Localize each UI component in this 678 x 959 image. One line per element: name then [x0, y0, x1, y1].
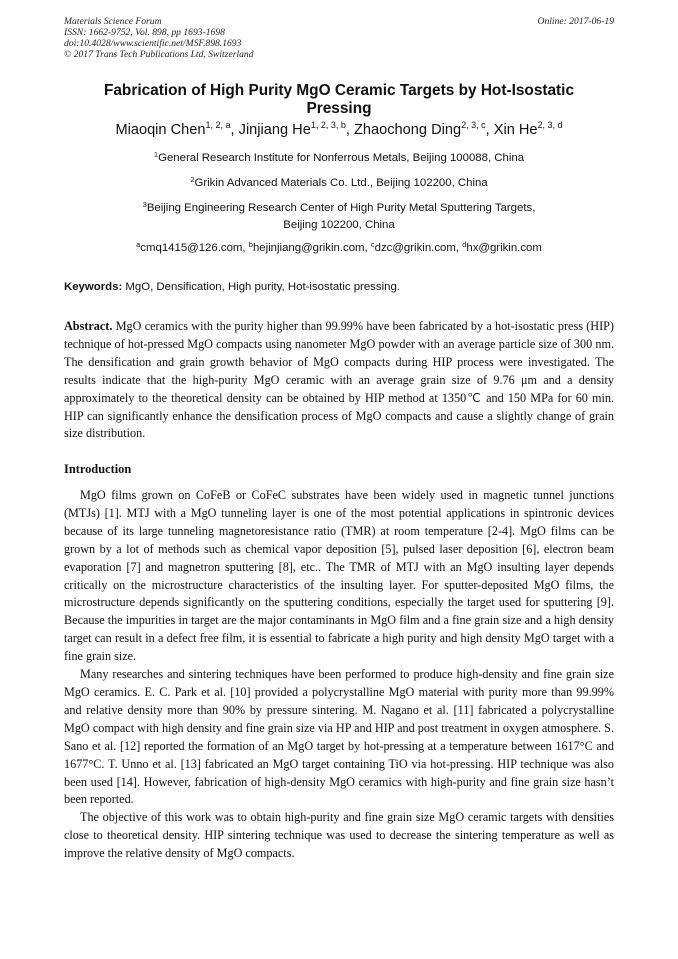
- author: Zhaochong Ding$^{2, 3, c}$,: [353, 120, 494, 138]
- affiliation-2: $^2$Grikin Advanced Materials Co. Ltd., Beijing 102200, China: [190, 175, 488, 189]
- paragraph: Many researches and sintering techniques have been performed to produce high-density and fine grain size MgO ceramics. E. C. Park et al. [10] provided a polycrystalline MgO material with purity more than 99.99% and relative density more than 90% by pressure sintering. M. Nagano et al. [11] fabricated a polycrystalline MgO compact with high density and fine grain size via HP and HIP and post treatment in oxygen atmosphere. S. Sano et al. [12] reported the formation of an MgO target by hot-pressing at a temperature between 1617°C and 1677°C. T. Unno et al. [13] fabricated an MgO target containing TiO via hot-pressing. HIP technique was also been used [14]. However, fabrication of high-density MgO ceramics with high-purity and fine grain size hasn’t been reported.: [64, 667, 614, 807]
- online-date: Online: 2017-06-19: [537, 16, 614, 27]
- journal-header: [64, 16, 254, 60]
- journal-doi: doi:10.4028/www.scientific.net/MSF.898.1693: [64, 38, 242, 49]
- paragraph: The objective of this work was to obtain high-purity and fine grain size MgO ceramic targets with densities close to theoretical density. HIP sintering technique was used to decrease the sintering temperature as well as improve the relative density of MgO compacts.: [64, 810, 614, 861]
- paragraph: MgO films grown on CoFeB or CoFeC substrates have been widely used in magnetic tunnel junctions (MTJs) [1]. MTJ with a MgO tunneling layer is one of the most potential applications in spintronic devices because of its large tunneling magnetoresistance ratio (TMR) at room temperature [2-4]. MgO films can be grown by a lot of methods such as chemical vapor deposition [5], pulsed laser deposition [6], electron beam evaporation [7] and magnetron sputtering [8], etc.. The TMR of MTJ with an MgO insulting layer depends critically on the microstructure characteristics of the insulting layer. For sputter-deposited MgO films, the microstructure depends significantly on the sputtering conditions, especially the target used for sputtering [9]. Because the impurities in target are the major contaminants in MgO film and a fine grain size and a high density target can result in a defect free film, it is essential to fabricate a high purity and high density MgO target with a fine grain size.: [64, 488, 614, 664]
- affiliation-3: $^3$Beijing Engineering Research Center of High Purity Metal Sputtering Targets, Beijing 102200, China: [142, 200, 536, 231]
- author-emails: [40, 242, 638, 254]
- keywords-label: Keywords:: [64, 281, 123, 293]
- abstract: [64, 318, 614, 443]
- email: $^a$cmq1415@126.com,: [136, 240, 249, 254]
- journal-issn: ISSN: 1662-9752, Vol. 898, pp 1693-1698: [64, 27, 225, 38]
- introduction-body: [64, 487, 614, 863]
- author: Jinjiang He$^{1, 2, 3, b}$,: [238, 120, 354, 138]
- author: Miaoqin Chen$^{1, 2, a}$,: [115, 120, 239, 138]
- email: $^d$hx@grikin.com: [462, 240, 542, 254]
- email: $^b$hejinjiang@grikin.com,: [248, 240, 371, 254]
- journal-copyright: © 2017 Trans Tech Publications Ltd, Switzerland: [64, 49, 254, 60]
- author-list: [40, 122, 638, 138]
- paper-title: Fabrication of High Purity MgO Ceramic Targets by Hot-Isostatic Pressing: [103, 82, 575, 117]
- keywords: [64, 281, 400, 293]
- keywords-text: MgO, Densification, High purity, Hot-isostatic pressing.: [125, 281, 400, 293]
- affiliation-1: $^1$General Research Institute for Nonferrous Metals, Beijing 100088, China: [153, 150, 525, 164]
- abstract-label: Abstract.: [64, 319, 113, 333]
- section-heading-introduction: Introduction: [64, 462, 132, 476]
- journal-name: Materials Science Forum: [64, 16, 162, 27]
- abstract-text: MgO ceramics with the purity higher than 99.99% have been fabricated by a hot-isostatic press (HIP) technique of hot-pressed MgO compacts using nanometer MgO powder with an average particle size of 300 nm. The densification and grain growth behavior of MgO compacts during HIP process were investigated. The results indicate that the high-purity MgO ceramic with an average grain size of 9.76 μm and a density approximately to the theoretical density can be obtained by HIP method at 1350℃ and 150 MPa for 60 min. HIP can significantly enhance the densification process of MgO compacts and cause a slightly change of grain size distribution.: [64, 319, 614, 441]
- author: Xin He$^{2, 3, d}$: [493, 120, 563, 138]
- email: $^c$dzc@grikin.com,: [370, 240, 463, 254]
